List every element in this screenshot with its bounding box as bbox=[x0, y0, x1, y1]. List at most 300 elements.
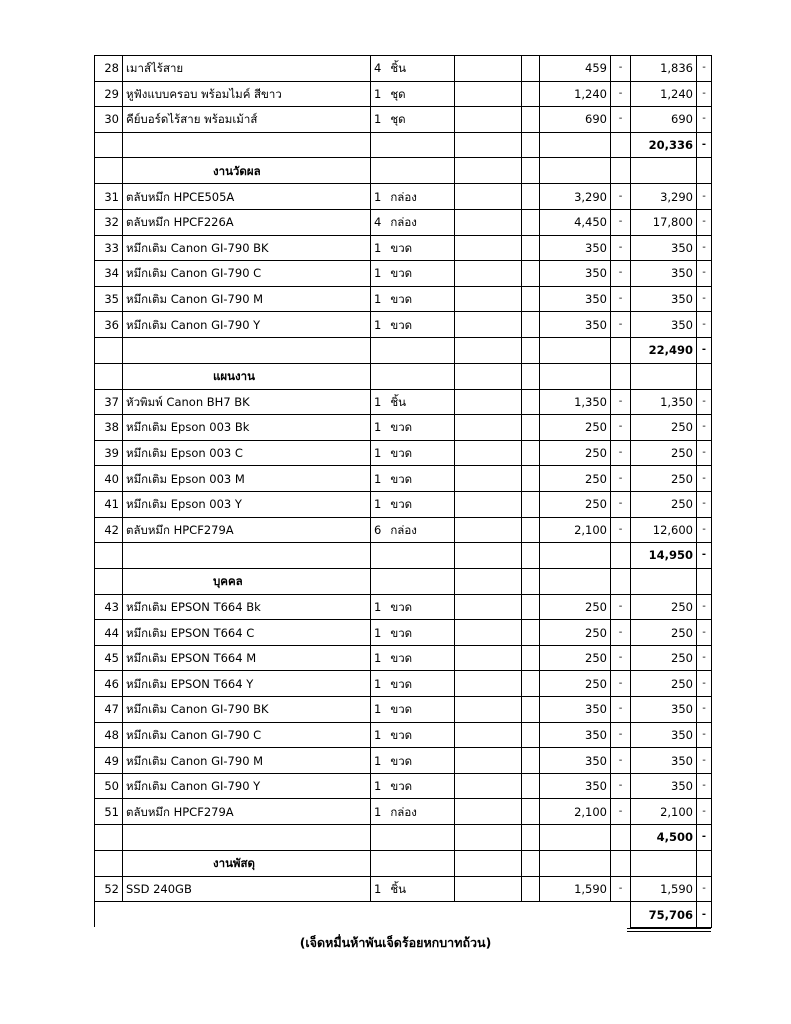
item-quantity bbox=[371, 645, 455, 671]
blank-cell bbox=[455, 261, 522, 287]
line-total-satang: - bbox=[697, 184, 712, 210]
item-quantity bbox=[371, 389, 455, 415]
quantity-value: 1 bbox=[374, 471, 382, 486]
item-number: 40 bbox=[95, 466, 123, 492]
quantity-unit: กล่อง bbox=[390, 804, 417, 819]
blank-cell bbox=[123, 825, 371, 851]
subtotal-value: 14,950 bbox=[631, 543, 697, 569]
line-total-satang: - bbox=[697, 56, 712, 82]
unit-price: 350 bbox=[540, 261, 611, 287]
blank-cell bbox=[371, 825, 455, 851]
blank-cell bbox=[522, 799, 540, 825]
line-total: 250 bbox=[631, 415, 697, 441]
table-row bbox=[95, 491, 712, 517]
blank-cell bbox=[522, 773, 540, 799]
line-total-satang: - bbox=[697, 440, 712, 466]
blank-cell bbox=[371, 850, 455, 876]
blank-cell bbox=[631, 568, 697, 594]
item-number: 29 bbox=[95, 81, 123, 107]
blank-cell bbox=[697, 363, 712, 389]
blank-cell bbox=[522, 337, 540, 363]
blank-cell bbox=[540, 132, 611, 158]
unit-price: 1,240 bbox=[540, 81, 611, 107]
blank-cell bbox=[123, 337, 371, 363]
item-number: 28 bbox=[95, 56, 123, 82]
item-name: หมึกเติม Canon GI-790 Y bbox=[123, 312, 371, 338]
blank-cell bbox=[371, 158, 455, 184]
blank-cell bbox=[522, 466, 540, 492]
table-row bbox=[95, 773, 712, 799]
line-total-satang: - bbox=[697, 312, 712, 338]
item-name: หมึกเติม Epson 003 Bk bbox=[123, 415, 371, 441]
item-quantity bbox=[371, 312, 455, 338]
quantity-value: 1 bbox=[374, 317, 382, 332]
unit-price-satang: - bbox=[611, 261, 631, 287]
item-number: 35 bbox=[95, 286, 123, 312]
unit-price: 250 bbox=[540, 466, 611, 492]
blank-cell bbox=[455, 620, 522, 646]
unit-price: 459 bbox=[540, 56, 611, 82]
blank-cell bbox=[611, 825, 631, 851]
quantity-value: 1 bbox=[374, 240, 382, 255]
blank-cell bbox=[522, 825, 540, 851]
unit-price: 350 bbox=[540, 286, 611, 312]
blank-cell bbox=[540, 850, 611, 876]
line-total: 250 bbox=[631, 466, 697, 492]
quantity-value: 1 bbox=[374, 779, 382, 794]
quantity-unit: ชิ้น bbox=[390, 394, 406, 409]
table-row bbox=[95, 415, 712, 441]
line-total-satang: - bbox=[697, 620, 712, 646]
blank-cell bbox=[611, 902, 631, 928]
blank-cell bbox=[522, 363, 540, 389]
item-name: หมึกเติม Canon GI-790 M bbox=[123, 748, 371, 774]
table-row bbox=[95, 594, 712, 620]
blank-cell bbox=[522, 671, 540, 697]
blank-cell bbox=[455, 671, 522, 697]
item-number: 48 bbox=[95, 722, 123, 748]
blank-cell bbox=[540, 902, 611, 928]
unit-price-satang: - bbox=[611, 697, 631, 723]
item-quantity bbox=[371, 799, 455, 825]
item-quantity bbox=[371, 517, 455, 543]
blank-cell bbox=[522, 697, 540, 723]
blank-cell bbox=[371, 132, 455, 158]
blank-cell bbox=[611, 132, 631, 158]
quantity-unit: ชุด bbox=[390, 86, 406, 101]
item-number: 43 bbox=[95, 594, 123, 620]
blank-cell bbox=[522, 389, 540, 415]
table-row bbox=[95, 389, 712, 415]
blank-cell bbox=[540, 363, 611, 389]
blank-cell bbox=[455, 850, 522, 876]
item-name: หมึกเติม EPSON T664 Bk bbox=[123, 594, 371, 620]
blank-cell bbox=[455, 389, 522, 415]
section-title: บุคคล bbox=[123, 568, 371, 594]
section-title: งานพัสดุ bbox=[123, 850, 371, 876]
item-quantity bbox=[371, 440, 455, 466]
blank-cell bbox=[522, 620, 540, 646]
line-total: 690 bbox=[631, 107, 697, 133]
table-row bbox=[95, 876, 712, 902]
unit-price-satang: - bbox=[611, 645, 631, 671]
section-header-row bbox=[95, 850, 712, 876]
line-total-satang: - bbox=[697, 235, 712, 261]
item-name: หมึกเติม Canon GI-790 BK bbox=[123, 235, 371, 261]
line-total: 350 bbox=[631, 773, 697, 799]
table-row bbox=[95, 312, 712, 338]
blank-cell bbox=[455, 876, 522, 902]
table-row bbox=[95, 697, 712, 723]
item-number: 31 bbox=[95, 184, 123, 210]
blank-cell bbox=[522, 850, 540, 876]
item-quantity bbox=[371, 594, 455, 620]
blank-cell bbox=[455, 645, 522, 671]
unit-price-satang: - bbox=[611, 517, 631, 543]
quantity-unit: กล่อง bbox=[390, 189, 417, 204]
line-total: 3,290 bbox=[631, 184, 697, 210]
blank-cell bbox=[522, 81, 540, 107]
unit-price: 250 bbox=[540, 620, 611, 646]
item-quantity bbox=[371, 56, 455, 82]
unit-price: 250 bbox=[540, 671, 611, 697]
blank-cell bbox=[371, 568, 455, 594]
blank-cell bbox=[455, 415, 522, 441]
item-quantity bbox=[371, 466, 455, 492]
blank-cell bbox=[540, 568, 611, 594]
item-number: 32 bbox=[95, 209, 123, 235]
blank-cell bbox=[522, 594, 540, 620]
quantity-value: 1 bbox=[374, 497, 382, 512]
blank-cell bbox=[522, 491, 540, 517]
item-number: 34 bbox=[95, 261, 123, 287]
unit-price-satang: - bbox=[611, 440, 631, 466]
blank-cell bbox=[522, 209, 540, 235]
item-number: 36 bbox=[95, 312, 123, 338]
item-name: หมึกเติม Epson 003 M bbox=[123, 466, 371, 492]
item-name: หูฟังแบบครอบ พร้อมไมค์ สีขาว bbox=[123, 81, 371, 107]
blank-cell bbox=[522, 132, 540, 158]
item-quantity bbox=[371, 235, 455, 261]
table-row bbox=[95, 799, 712, 825]
quantity-value: 1 bbox=[374, 189, 382, 204]
blank-cell bbox=[522, 107, 540, 133]
unit-price-satang: - bbox=[611, 722, 631, 748]
item-name: หมึกเติม Canon GI-790 BK bbox=[123, 697, 371, 723]
unit-price-satang: - bbox=[611, 748, 631, 774]
item-name: หมึกเติม Canon GI-790 C bbox=[123, 261, 371, 287]
item-name: หมึกเติม EPSON T664 Y bbox=[123, 671, 371, 697]
unit-price: 1,590 bbox=[540, 876, 611, 902]
subtotal-row bbox=[95, 825, 712, 851]
quantity-unit: ขวด bbox=[390, 702, 413, 717]
unit-price-satang: - bbox=[611, 773, 631, 799]
blank-cell bbox=[455, 286, 522, 312]
quantity-value: 1 bbox=[374, 446, 382, 461]
item-quantity bbox=[371, 107, 455, 133]
unit-price-satang: - bbox=[611, 620, 631, 646]
table-row bbox=[95, 235, 712, 261]
unit-price: 4,450 bbox=[540, 209, 611, 235]
line-total: 17,800 bbox=[631, 209, 697, 235]
line-total: 12,600 bbox=[631, 517, 697, 543]
unit-price: 350 bbox=[540, 722, 611, 748]
quantity-unit: ขวด bbox=[390, 471, 413, 486]
item-number: 37 bbox=[95, 389, 123, 415]
quantity-value: 1 bbox=[374, 266, 382, 281]
quantity-unit: ขวด bbox=[390, 599, 413, 614]
line-total-satang: - bbox=[697, 697, 712, 723]
quantity-unit: ขวด bbox=[390, 420, 413, 435]
line-total-satang: - bbox=[697, 594, 712, 620]
blank-cell bbox=[455, 337, 522, 363]
item-quantity bbox=[371, 286, 455, 312]
item-quantity bbox=[371, 491, 455, 517]
blank-cell bbox=[371, 337, 455, 363]
item-name: หมึกเติม Canon GI-790 C bbox=[123, 722, 371, 748]
item-name: เมาส์ไร้สาย bbox=[123, 56, 371, 82]
section-header-row bbox=[95, 568, 712, 594]
line-total: 350 bbox=[631, 748, 697, 774]
blank-cell bbox=[455, 184, 522, 210]
quantity-value: 1 bbox=[374, 651, 382, 666]
unit-price: 350 bbox=[540, 235, 611, 261]
unit-price: 2,100 bbox=[540, 517, 611, 543]
quantity-unit: ขวด bbox=[390, 266, 413, 281]
subtotal-row bbox=[95, 543, 712, 569]
blank-cell bbox=[697, 850, 712, 876]
blank-cell bbox=[95, 337, 123, 363]
line-total-satang: - bbox=[697, 81, 712, 107]
blank-cell bbox=[522, 722, 540, 748]
item-number: 41 bbox=[95, 491, 123, 517]
unit-price: 2,100 bbox=[540, 799, 611, 825]
blank-cell bbox=[95, 850, 123, 876]
item-quantity bbox=[371, 671, 455, 697]
quantity-unit: ชุด bbox=[390, 112, 406, 127]
line-total: 350 bbox=[631, 312, 697, 338]
unit-price-satang: - bbox=[611, 286, 631, 312]
line-total: 350 bbox=[631, 697, 697, 723]
unit-price-satang: - bbox=[611, 389, 631, 415]
line-total: 250 bbox=[631, 620, 697, 646]
line-total: 1,350 bbox=[631, 389, 697, 415]
blank-cell bbox=[455, 440, 522, 466]
blank-cell bbox=[540, 543, 611, 569]
quantity-unit: ชิ้น bbox=[390, 61, 406, 76]
table-row bbox=[95, 81, 712, 107]
blank-cell bbox=[522, 748, 540, 774]
item-name: หมึกเติม EPSON T664 C bbox=[123, 620, 371, 646]
item-quantity bbox=[371, 748, 455, 774]
item-number: 30 bbox=[95, 107, 123, 133]
blank-cell bbox=[540, 158, 611, 184]
line-total-satang: - bbox=[697, 799, 712, 825]
item-quantity bbox=[371, 697, 455, 723]
unit-price-satang: - bbox=[611, 594, 631, 620]
unit-price-satang: - bbox=[611, 107, 631, 133]
item-quantity bbox=[371, 81, 455, 107]
line-total: 250 bbox=[631, 594, 697, 620]
quantity-value: 1 bbox=[374, 804, 382, 819]
blank-cell bbox=[455, 517, 522, 543]
quantity-value: 1 bbox=[374, 753, 382, 768]
line-total: 350 bbox=[631, 722, 697, 748]
blank-cell bbox=[631, 850, 697, 876]
blank-cell bbox=[611, 337, 631, 363]
blank-cell bbox=[522, 543, 540, 569]
blank-cell bbox=[522, 312, 540, 338]
quantity-unit: ขวด bbox=[390, 779, 413, 794]
blank-cell bbox=[455, 107, 522, 133]
blank-cell bbox=[611, 158, 631, 184]
subtotal-satang: - bbox=[697, 132, 712, 158]
item-quantity bbox=[371, 876, 455, 902]
blank-cell bbox=[455, 491, 522, 517]
section-title: งานวัดผล bbox=[123, 158, 371, 184]
quantity-value: 1 bbox=[374, 112, 382, 127]
blank-cell bbox=[522, 902, 540, 928]
quantity-value: 1 bbox=[374, 86, 382, 101]
quantity-value: 1 bbox=[374, 676, 382, 691]
blank-cell bbox=[455, 132, 522, 158]
blank-cell bbox=[123, 132, 371, 158]
unit-price: 350 bbox=[540, 773, 611, 799]
blank-cell bbox=[455, 748, 522, 774]
blank-cell bbox=[631, 363, 697, 389]
item-number: 49 bbox=[95, 748, 123, 774]
blank-cell bbox=[522, 645, 540, 671]
blank-cell bbox=[522, 286, 540, 312]
section-title: แผนงาน bbox=[123, 363, 371, 389]
line-total: 1,240 bbox=[631, 81, 697, 107]
item-number: 52 bbox=[95, 876, 123, 902]
item-number: 39 bbox=[95, 440, 123, 466]
line-total-satang: - bbox=[697, 415, 712, 441]
blank-cell bbox=[455, 158, 522, 184]
blank-cell bbox=[697, 568, 712, 594]
unit-price-satang: - bbox=[611, 799, 631, 825]
item-quantity bbox=[371, 722, 455, 748]
blank-cell bbox=[371, 902, 455, 928]
line-total-satang: - bbox=[697, 722, 712, 748]
section-header-row bbox=[95, 158, 712, 184]
blank-cell bbox=[611, 568, 631, 594]
blank-cell bbox=[455, 902, 522, 928]
item-number: 46 bbox=[95, 671, 123, 697]
unit-price-satang: - bbox=[611, 235, 631, 261]
table-row bbox=[95, 184, 712, 210]
quantity-unit: ชิ้น bbox=[390, 881, 406, 896]
unit-price-satang: - bbox=[611, 491, 631, 517]
table-row bbox=[95, 722, 712, 748]
quantity-unit: ขวด bbox=[390, 497, 413, 512]
line-total-satang: - bbox=[697, 389, 712, 415]
blank-cell bbox=[522, 568, 540, 594]
unit-price: 250 bbox=[540, 415, 611, 441]
blank-cell bbox=[95, 132, 123, 158]
quantity-unit: ขวด bbox=[390, 240, 413, 255]
unit-price-satang: - bbox=[611, 209, 631, 235]
subtotal-satang: - bbox=[697, 337, 712, 363]
line-total-satang: - bbox=[697, 107, 712, 133]
line-total: 250 bbox=[631, 491, 697, 517]
line-total-satang: - bbox=[697, 773, 712, 799]
blank-cell bbox=[455, 209, 522, 235]
quantity-unit: ขวด bbox=[390, 625, 413, 640]
grand-total-row bbox=[95, 902, 712, 928]
blank-cell bbox=[455, 568, 522, 594]
unit-price: 3,290 bbox=[540, 184, 611, 210]
blank-cell bbox=[522, 261, 540, 287]
blank-cell bbox=[455, 697, 522, 723]
subtotal-row bbox=[95, 132, 712, 158]
blank-cell bbox=[95, 902, 123, 928]
item-name: คีย์บอร์ดไร้สาย พร้อมเม้าส์ bbox=[123, 107, 371, 133]
subtotal-value: 4,500 bbox=[631, 825, 697, 851]
quantity-unit: กล่อง bbox=[390, 522, 417, 537]
items-table bbox=[94, 55, 712, 928]
section-header-row bbox=[95, 363, 712, 389]
blank-cell bbox=[455, 722, 522, 748]
line-total: 1,590 bbox=[631, 876, 697, 902]
table-row bbox=[95, 466, 712, 492]
blank-cell bbox=[455, 594, 522, 620]
blank-cell bbox=[540, 825, 611, 851]
subtotal-row bbox=[95, 337, 712, 363]
item-name: หมึกเติม Epson 003 C bbox=[123, 440, 371, 466]
blank-cell bbox=[611, 850, 631, 876]
item-name: ตลับหมึก HPCF226A bbox=[123, 209, 371, 235]
line-total: 350 bbox=[631, 235, 697, 261]
line-total-satang: - bbox=[697, 748, 712, 774]
quantity-value: 4 bbox=[374, 215, 382, 230]
quantity-value: 1 bbox=[374, 420, 382, 435]
unit-price: 250 bbox=[540, 594, 611, 620]
quantity-value: 1 bbox=[374, 394, 382, 409]
table-row bbox=[95, 261, 712, 287]
unit-price: 250 bbox=[540, 645, 611, 671]
quantity-value: 1 bbox=[374, 599, 382, 614]
quantity-unit: ขวด bbox=[390, 446, 413, 461]
blank-cell bbox=[95, 568, 123, 594]
subtotal-satang: - bbox=[697, 825, 712, 851]
item-number: 51 bbox=[95, 799, 123, 825]
table-row bbox=[95, 620, 712, 646]
blank-cell bbox=[95, 363, 123, 389]
line-total-satang: - bbox=[697, 209, 712, 235]
line-total: 250 bbox=[631, 645, 697, 671]
quantity-unit: ขวด bbox=[390, 676, 413, 691]
unit-price-satang: - bbox=[611, 312, 631, 338]
subtotal-value: 22,490 bbox=[631, 337, 697, 363]
blank-cell bbox=[631, 158, 697, 184]
line-total: 350 bbox=[631, 286, 697, 312]
blank-cell bbox=[540, 337, 611, 363]
items-table-body bbox=[95, 56, 712, 928]
blank-cell bbox=[95, 158, 123, 184]
blank-cell bbox=[522, 440, 540, 466]
line-total-satang: - bbox=[697, 517, 712, 543]
line-total-satang: - bbox=[697, 466, 712, 492]
blank-cell bbox=[123, 543, 371, 569]
blank-cell bbox=[95, 825, 123, 851]
unit-price: 1,350 bbox=[540, 389, 611, 415]
item-name: หมึกเติม EPSON T664 M bbox=[123, 645, 371, 671]
item-name: SSD 240GB bbox=[123, 876, 371, 902]
unit-price-satang: - bbox=[611, 184, 631, 210]
blank-cell bbox=[611, 363, 631, 389]
